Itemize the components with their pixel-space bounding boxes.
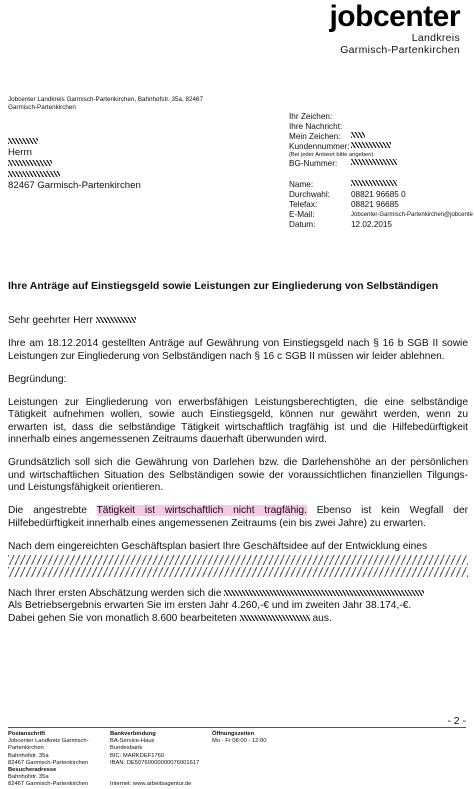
paragraph-3: Grundsätzlich soll sich die Gewährung von Darlehen bzw. die Darlehenshöhe an der persönlichen und wirtschaftlichen Situation des Selbständigen sowie der voraussichtlichen finanziellen Tilgungs- und Leistungsfähigkeit orientieren. xyxy=(8,457,468,493)
ref-mein-zeichen: Mein Zeichen: xyxy=(289,132,341,141)
footer-text: 82467 Garmisch-Partenkirchen xyxy=(8,781,89,788)
redacted-mark xyxy=(351,142,391,148)
ref-name-label: Name: xyxy=(289,180,314,189)
highlighted-text: Tätigkeit ist wirtschaftlich nicht tragfähig. xyxy=(96,505,307,517)
footer-text: Mo - Fr 08:00 - 12:00 xyxy=(212,738,267,745)
reference-block xyxy=(289,112,474,230)
recipient-salutation: Herrn xyxy=(8,147,32,158)
footer-postanschrift xyxy=(8,731,108,789)
footer-text: BA-Service-Haus xyxy=(110,738,155,745)
footer-heading: Besucheradresse xyxy=(8,767,57,774)
redacted-line xyxy=(8,555,468,565)
footer-text: Jobcenter Landkreis Garmisch- xyxy=(8,738,89,745)
footer-hours xyxy=(212,731,312,745)
greeting: Sehr geehrter Herr xyxy=(8,315,93,326)
footer-text: Partenkirchen xyxy=(8,745,44,752)
redacted-mark xyxy=(240,615,310,621)
ref-durchwahl-label: Durchwahl: xyxy=(289,190,330,199)
footer-text: BIC: MARKDEF1760 xyxy=(110,752,165,759)
ref-bg-nummer: BG-Nummer: xyxy=(289,159,338,168)
ref-datum-label: Datum: xyxy=(289,220,316,229)
footer-internet: Internet: www.arbeitsagentur.de xyxy=(110,781,192,788)
footer-text: 82467 Garmisch-Partenkirchen xyxy=(8,759,89,766)
footer-heading: Bankverbindung xyxy=(110,731,156,737)
sender-line: Jobcenter Landkreis Garmisch-Partenkirchen, Bahnhofstr. 35a, 82467 Garmisch-Partenkirchen xyxy=(8,96,203,111)
footer-heading: Postanschrift xyxy=(8,731,46,737)
paragraph-6-line-2: Als Betriebsergebnis erwarten Sie im ersten Jahr 4.260,-€ und im zweiten Jahr 38.174,-€. xyxy=(8,600,412,612)
ref-telefax-value: 08821 96685 xyxy=(351,200,399,209)
ref-kundennummer: Kundennummer: xyxy=(289,142,350,151)
ref-ihre-nachricht: Ihre Nachricht: xyxy=(289,122,343,131)
recipient-city: 82467 Garmisch-Partenkirchen xyxy=(8,180,141,191)
footer-text: Bahnhofstr. 35a xyxy=(8,752,49,759)
recipient-address xyxy=(8,136,141,191)
footer-bank xyxy=(110,731,220,788)
ref-email-value: Jobcenter-Garmisch-Partenkirchen@jobcente xyxy=(351,212,473,218)
footer-text: IBAN: DE50760000000076001617 xyxy=(110,759,200,766)
paragraph-2: Leistungen zur Eingliederung von erwerbsfähigen Leistungsberechtigten, die eine selbständige Tätigkeit aufnehmen wollen, sowie auch Einstiegsgeld, können nur gewährt werden, wenn zu erwarten ist, dass die selbständige Tätigkeit wirtschaftlich tragfähig ist und die Hilfebedürftigkeit innerhalb eines angemessenen Zeitraums dauerhaft überwunden wird. xyxy=(8,397,468,446)
paragraph-6-line-1: Nach Ihrer ersten Abschätzung werden sich die xyxy=(8,588,222,600)
page-number: - 2 - xyxy=(447,715,466,727)
ref-note: (Bei jeder Antwort bitte angeben) xyxy=(289,152,374,158)
logo-line-1: Landkreis xyxy=(411,32,460,44)
redacted-mark xyxy=(351,159,397,165)
redacted-mark xyxy=(8,138,38,144)
paragraph-4-start: Die angestrebte xyxy=(8,505,97,517)
paragraph-4 xyxy=(8,505,468,530)
logo-line-2: Garmisch-Partenkirchen xyxy=(340,44,460,56)
ref-telefax-label: Telefax: xyxy=(289,200,318,209)
redacted-line xyxy=(8,567,468,577)
jobcenter-logo xyxy=(329,2,460,56)
letter-body xyxy=(8,315,468,636)
logo-brand: jobcenter xyxy=(329,0,460,33)
paragraph-5 xyxy=(8,541,468,577)
redacted-mark xyxy=(8,160,52,166)
ref-email-label: E-Mail: xyxy=(289,210,315,219)
footer-divider xyxy=(8,727,466,728)
footer-text: Bahnhofstr. 35a xyxy=(8,774,49,781)
redacted-mark xyxy=(96,317,136,323)
footer-text: Bundesbank xyxy=(110,745,143,752)
ref-datum-value: 12.02.2015 xyxy=(351,220,392,229)
redacted-mark xyxy=(8,171,60,177)
begruendung-heading: Begründung: xyxy=(8,373,67,385)
redacted-mark xyxy=(351,132,365,138)
paragraph-4-end: Ebenso ist kein Wegfall der Hilfebedürftigkeit innerhalb eines angemessenen Zeitraums (ein bis zwei Jahre) zu erwarten. xyxy=(8,505,468,529)
footer-heading: Öffnungszeiten xyxy=(212,731,255,737)
paragraph-6-line-3: Dabei gehen Sie von monatlich 8.600 bearbeiteten xyxy=(8,612,237,624)
redacted-mark xyxy=(224,590,424,596)
ref-durchwahl-value: 08821 96685 0 xyxy=(351,190,406,199)
paragraph-6 xyxy=(8,588,468,625)
paragraph-1: Ihre am 18.12.2014 gestellten Anträge auf Gewährung von Einstiegsgeld nach § 16 b SGB II sowie Leistungen zur Eingliederung von Selbständigen nach § 16 c SGB II müssen wir leider ablehnen. xyxy=(8,338,468,362)
letter-subject: Ihre Anträge auf Einstiegsgeld sowie Leistungen zur Eingliederung von Selbständigen xyxy=(8,280,439,292)
redacted-mark xyxy=(351,180,397,186)
paragraph-6-line-3-end: aus. xyxy=(312,612,332,624)
paragraph-5-text: Nach dem eingereichten Geschäftsplan basiert Ihre Geschäftsidee auf der Entwicklung eines xyxy=(8,540,428,552)
ref-ihr-zeichen: Ihr Zeichen: xyxy=(289,112,333,121)
